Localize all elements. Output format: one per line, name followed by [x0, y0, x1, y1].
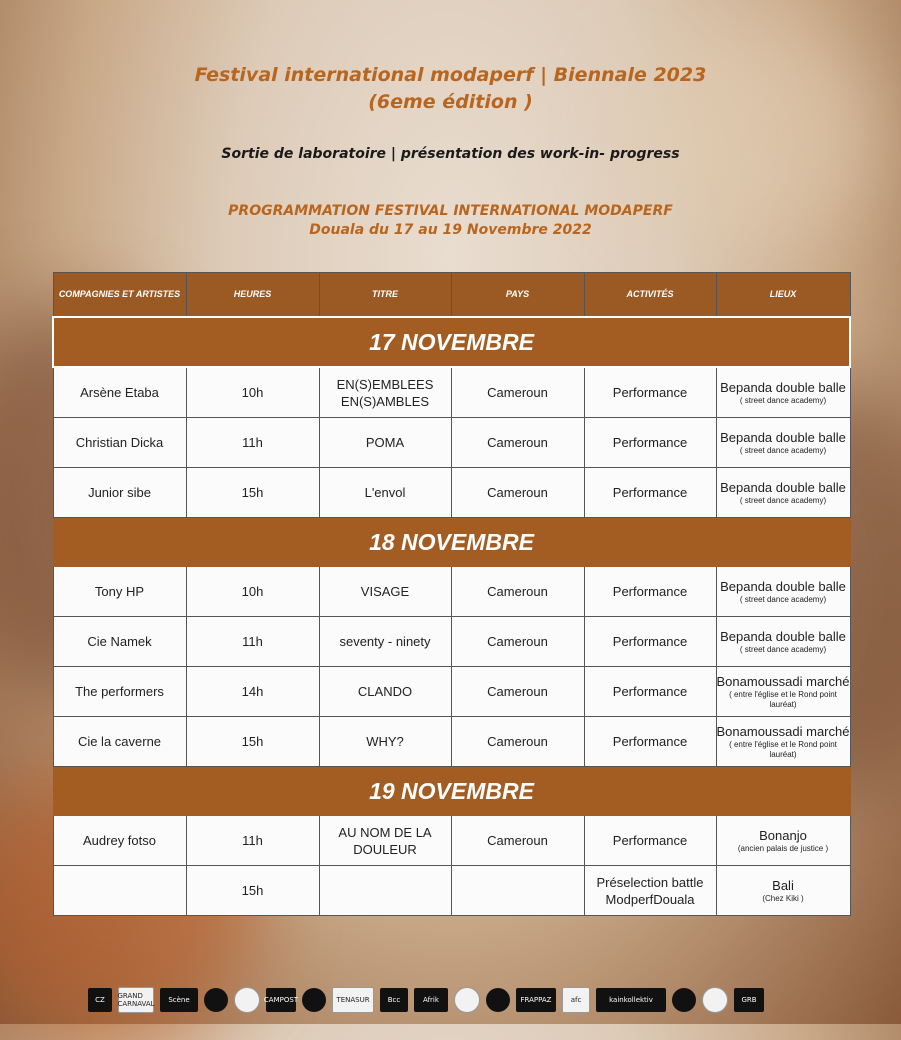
activity-cell: Performance	[584, 468, 716, 518]
venue-note: (ancien palais de justice )	[737, 843, 829, 853]
venue-name: Bepanda double balle	[720, 379, 846, 395]
sponsor-logo: Afrik	[414, 988, 448, 1012]
venue-cell	[716, 816, 850, 866]
country-cell: Cameroun	[451, 418, 584, 468]
time-cell: 10h	[186, 367, 319, 418]
schedule-table	[52, 272, 851, 916]
sponsor-logo: Scène	[160, 988, 198, 1012]
artist-cell	[53, 866, 186, 916]
venue-note: ( street dance academy)	[739, 495, 827, 505]
sponsor-logo: CAMPOST	[266, 988, 296, 1012]
table-row	[53, 418, 850, 468]
venue-cell	[716, 567, 850, 617]
sponsor-logo	[672, 988, 696, 1012]
sponsor-logo	[702, 987, 728, 1013]
venue-cell	[716, 866, 850, 916]
table-row	[53, 567, 850, 617]
table-row	[53, 367, 850, 418]
sponsor-logo: FRAPPAZ	[516, 988, 556, 1012]
sponsor-logo: GRB	[734, 988, 764, 1012]
title-cell	[319, 866, 451, 916]
day-label: 17 NOVEMBRE	[53, 317, 850, 367]
day-header-row	[53, 518, 850, 567]
activity-cell: Préselection battle ModperfDouala	[584, 866, 716, 916]
sponsor-logo: kainkollektiv	[596, 988, 666, 1012]
table-row	[53, 667, 850, 717]
subtitle: Sortie de laboratoire | présentation des work-in- progress	[221, 146, 680, 162]
column-header: COMPAGNIES ET ARTISTES	[53, 273, 186, 318]
column-header: LIEUX	[716, 273, 850, 318]
venue-name: Bonanjo	[759, 827, 807, 843]
venue-cell	[716, 468, 850, 518]
program-heading: PROGRAMMATION FESTIVAL INTERNATIONAL MODAPERF Douala du 17 au 19 Novembre 2022	[228, 203, 673, 238]
column-header: HEURES	[186, 273, 319, 318]
venue-note: ( street dance academy)	[739, 594, 827, 604]
venue-cell	[716, 617, 850, 667]
artist-cell: Cie Namek	[53, 617, 186, 667]
artist-cell: Audrey fotso	[53, 816, 186, 866]
activity-cell: Performance	[584, 667, 716, 717]
activity-cell: Performance	[584, 567, 716, 617]
time-cell: 14h	[186, 667, 319, 717]
sponsor-logo: TENASUR	[332, 987, 374, 1013]
sponsor-logo: afc	[562, 987, 590, 1013]
activity-cell: Performance	[584, 418, 716, 468]
column-header: PAYS	[451, 273, 584, 318]
activity-cell: Performance	[584, 816, 716, 866]
time-cell: 11h	[186, 617, 319, 667]
title-cell: CLANDO	[319, 667, 451, 717]
venue-name: Bonamoussadi marché	[716, 673, 850, 689]
day-label: 18 NOVEMBRE	[53, 518, 850, 567]
sponsor-logos	[88, 983, 813, 1017]
venue-name: Bepanda double balle	[720, 628, 846, 644]
time-cell: 11h	[186, 418, 319, 468]
sponsor-logo	[234, 987, 260, 1013]
venue-name: Bali	[772, 877, 794, 893]
artist-cell: Tony HP	[53, 567, 186, 617]
title-cell: VISAGE	[319, 567, 451, 617]
artist-cell: Cie la caverne	[53, 717, 186, 767]
activity-cell: Performance	[584, 617, 716, 667]
table-row	[53, 617, 850, 667]
table-header-row	[53, 273, 850, 318]
time-cell: 11h	[186, 816, 319, 866]
table-row	[53, 468, 850, 518]
artist-cell: Christian Dicka	[53, 418, 186, 468]
title-cell: seventy - ninety	[319, 617, 451, 667]
country-cell: Cameroun	[451, 816, 584, 866]
time-cell: 15h	[186, 717, 319, 767]
artist-cell: Junior sibe	[53, 468, 186, 518]
venue-name: Bonamoussadi marché	[716, 723, 850, 739]
venue-cell	[716, 717, 850, 767]
venue-note: (Chez Kiki )	[762, 893, 804, 903]
country-cell: Cameroun	[451, 367, 584, 418]
country-cell	[451, 866, 584, 916]
day-header-row	[53, 317, 850, 367]
time-cell: 15h	[186, 866, 319, 916]
sponsor-logo	[204, 988, 228, 1012]
sponsor-logo	[302, 988, 326, 1012]
title-cell: POMA	[319, 418, 451, 468]
artist-cell: The performers	[53, 667, 186, 717]
table-row	[53, 816, 850, 866]
venue-note: ( entre l'église et le Rond point lauréat)	[729, 689, 837, 709]
country-cell: Cameroun	[451, 717, 584, 767]
venue-note: ( street dance academy)	[739, 445, 827, 455]
sponsor-logo: GRAND CARNAVAL	[118, 987, 154, 1013]
column-header: TITRE	[319, 273, 451, 318]
title-cell: AU NOM DE LA DOULEUR	[319, 816, 451, 866]
venue-note: ( street dance academy)	[739, 395, 827, 405]
festival-title: Festival international modaperf | Biennale 2023 (6eme édition )	[194, 64, 707, 113]
country-cell: Cameroun	[451, 468, 584, 518]
venue-note: ( entre l'église et le Rond point lauréat)	[729, 739, 837, 759]
country-cell: Cameroun	[451, 567, 584, 617]
sponsor-logo	[486, 988, 510, 1012]
title-cell: EN(S)EMBLEES EN(S)AMBLES	[319, 367, 451, 418]
table-row	[53, 717, 850, 767]
title-cell: L'envol	[319, 468, 451, 518]
venue-name: Bepanda double balle	[720, 578, 846, 594]
day-header-row	[53, 767, 850, 816]
column-header: ACTIVITÉS	[584, 273, 716, 318]
table-row	[53, 866, 850, 916]
venue-note: ( street dance academy)	[739, 644, 827, 654]
country-cell: Cameroun	[451, 617, 584, 667]
venue-cell	[716, 418, 850, 468]
artist-cell: Arsène Etaba	[53, 367, 186, 418]
day-label: 19 NOVEMBRE	[53, 767, 850, 816]
activity-cell: Performance	[584, 367, 716, 418]
time-cell: 15h	[186, 468, 319, 518]
activity-cell: Performance	[584, 717, 716, 767]
sponsor-logo: CZ	[88, 988, 112, 1012]
title-cell: WHY?	[319, 717, 451, 767]
venue-name: Bepanda double balle	[720, 479, 846, 495]
venue-cell	[716, 667, 850, 717]
sponsor-logo: Bcc	[380, 988, 408, 1012]
venue-name: Bepanda double balle	[720, 429, 846, 445]
time-cell: 10h	[186, 567, 319, 617]
sponsor-logo	[454, 987, 480, 1013]
country-cell: Cameroun	[451, 667, 584, 717]
venue-cell	[716, 367, 850, 418]
